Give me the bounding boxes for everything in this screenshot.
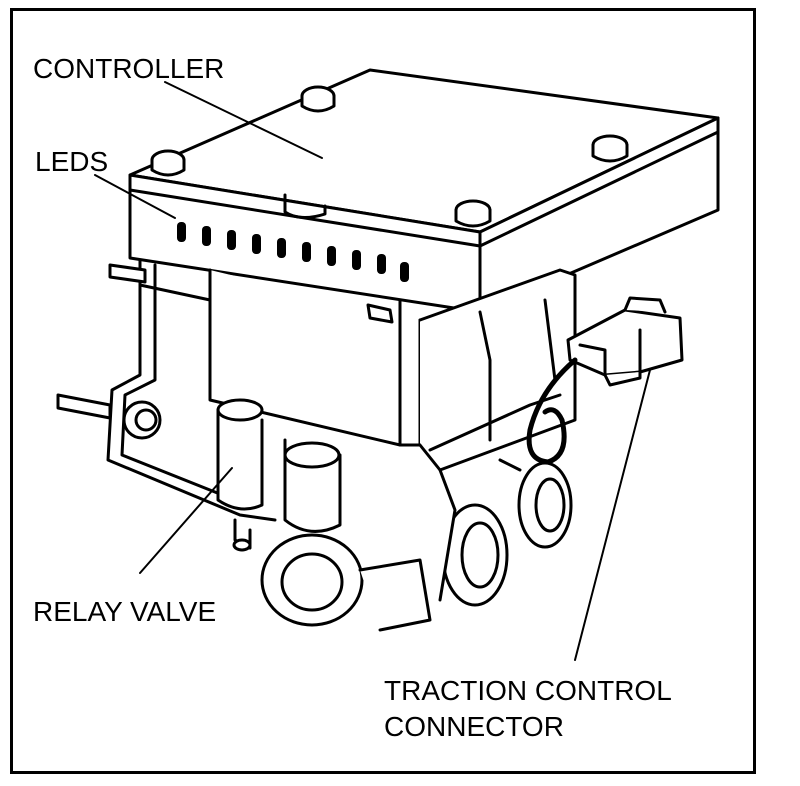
leader-traction xyxy=(575,370,650,660)
traction-control-label-line1: TRACTION CONTROL xyxy=(384,675,672,706)
traction-control-connector xyxy=(568,298,682,385)
leader-relay-valve xyxy=(140,468,232,573)
relay-valve-label: RELAY VALVE xyxy=(33,596,217,627)
bolt-icon xyxy=(302,87,334,111)
controller-label: CONTROLLER xyxy=(33,53,225,84)
bolt-icon xyxy=(456,201,490,226)
bolt-icon xyxy=(593,136,627,161)
leds-label: LEDS xyxy=(35,146,109,177)
traction-control-label-line2: CONNECTOR xyxy=(384,711,564,742)
bolt-icon xyxy=(152,151,184,175)
studs xyxy=(58,265,145,418)
